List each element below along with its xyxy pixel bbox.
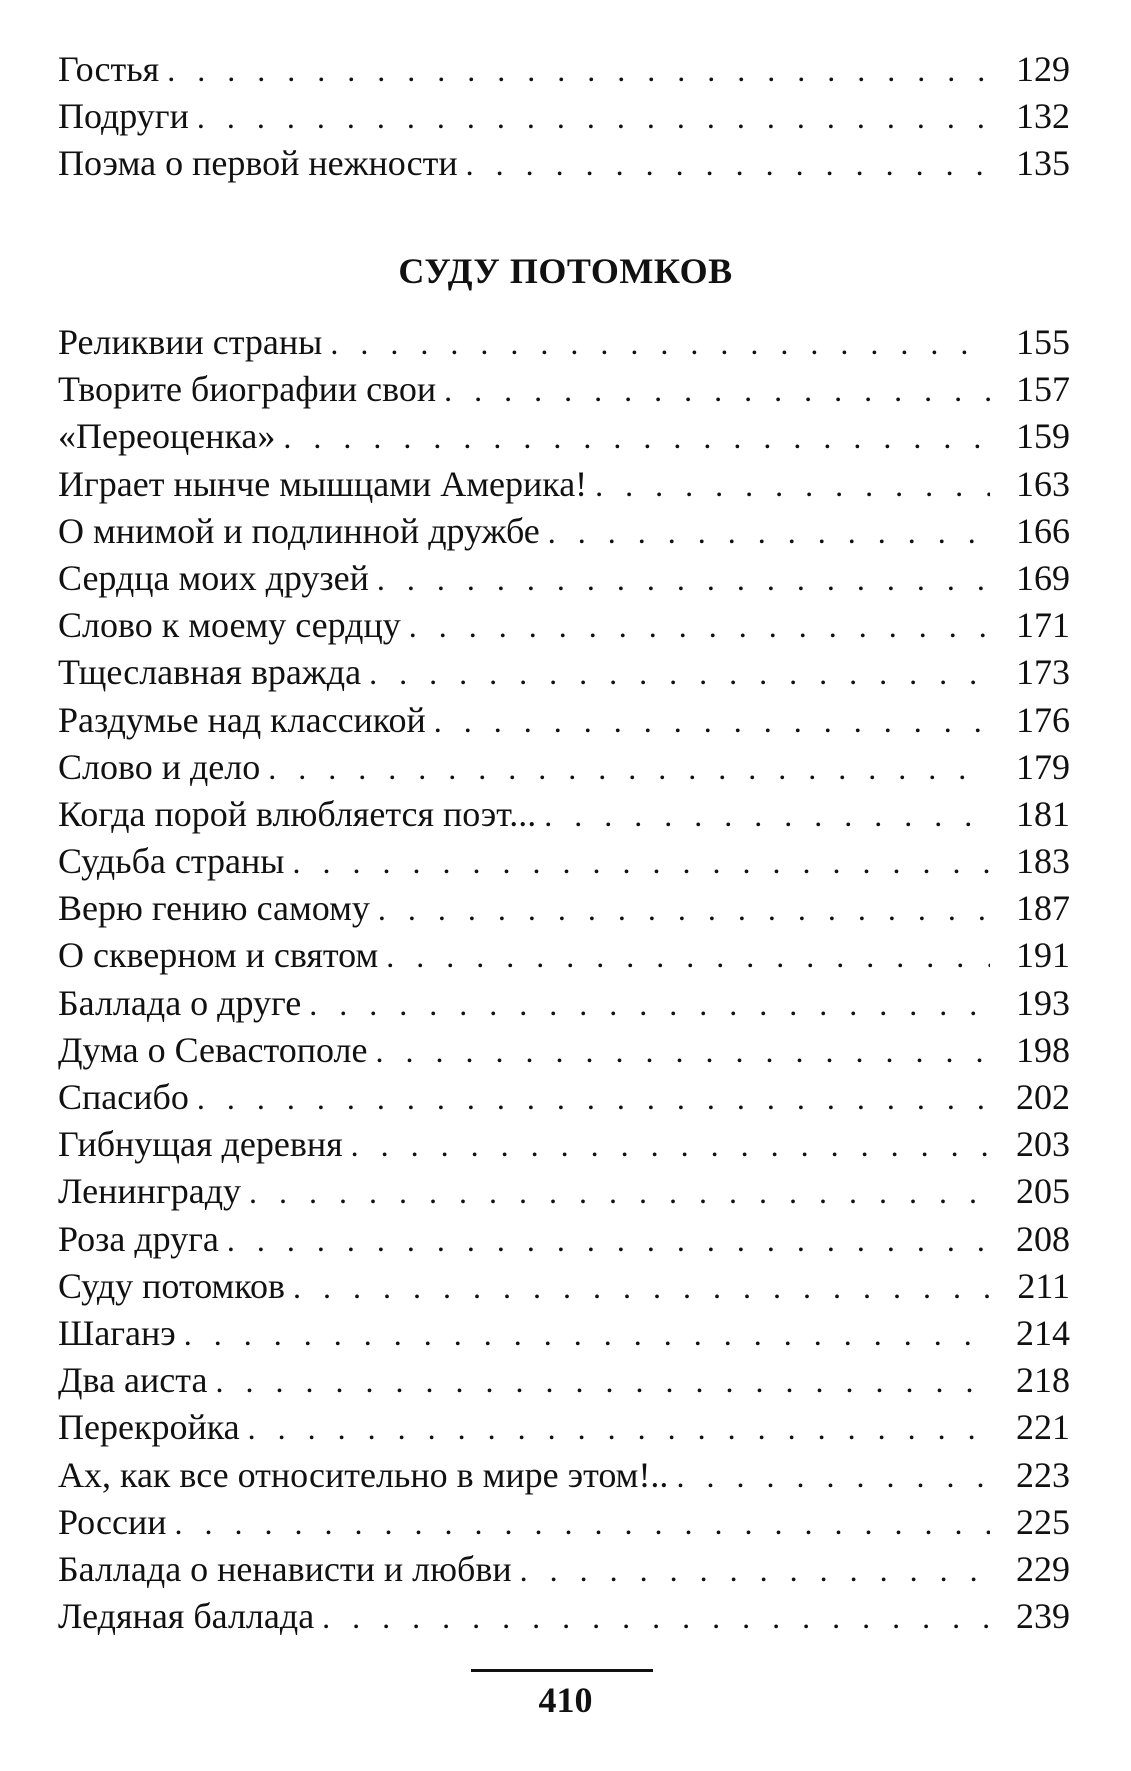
toc-entry bbox=[58, 649, 1070, 696]
dot-leader bbox=[330, 320, 990, 367]
dot-leader bbox=[466, 141, 990, 188]
toc-entry-page: 198 bbox=[1016, 1029, 1070, 1070]
toc-entry-title: Судьба страны bbox=[58, 841, 285, 882]
toc-entry bbox=[58, 932, 1070, 979]
toc-entry-title: Гостья bbox=[58, 49, 160, 89]
toc-entry bbox=[58, 1546, 1070, 1593]
dot-leader bbox=[595, 462, 990, 509]
toc-entry-page: 135 bbox=[1016, 143, 1070, 184]
toc-entry bbox=[58, 885, 1070, 932]
toc-entry-page: 214 bbox=[1016, 1312, 1070, 1353]
toc-entry-page: 187 bbox=[1016, 888, 1070, 929]
toc-entry-title: Тщеславная вражда bbox=[58, 652, 362, 693]
section-heading: СУДУ ПОТОМКОВ bbox=[398, 251, 733, 291]
toc-entry bbox=[58, 1027, 1070, 1074]
toc-entry bbox=[58, 838, 1070, 885]
toc-entry bbox=[58, 1074, 1070, 1121]
toc-entry-title: Два аиста bbox=[58, 1360, 208, 1401]
dot-leader bbox=[184, 1311, 990, 1358]
toc-entry bbox=[58, 319, 1070, 366]
toc-entry-page: 218 bbox=[1016, 1360, 1070, 1401]
toc-entry bbox=[58, 461, 1070, 508]
toc-entry-page: 181 bbox=[1016, 793, 1070, 834]
toc-entry-page: 221 bbox=[1016, 1407, 1070, 1448]
toc-entry bbox=[58, 1310, 1070, 1357]
dot-leader bbox=[378, 886, 990, 933]
dot-leader bbox=[268, 745, 990, 792]
toc-entry-title: Реликвии страны bbox=[58, 322, 323, 362]
dot-leader bbox=[283, 414, 990, 461]
toc-entry-title: Спасибо bbox=[58, 1077, 189, 1117]
toc-entry-title: Поэма о первой нежности bbox=[58, 143, 458, 184]
toc-entry-title: Суду потомков bbox=[58, 1265, 285, 1306]
toc-section-list bbox=[58, 319, 1070, 1640]
toc-entry bbox=[58, 93, 1070, 140]
toc-entry-page: 225 bbox=[1016, 1501, 1070, 1542]
dot-leader bbox=[167, 47, 990, 94]
toc-entry-page: 179 bbox=[1016, 746, 1070, 787]
dot-leader bbox=[676, 1453, 990, 1500]
dot-leader bbox=[227, 1217, 990, 1264]
toc-entry-title: Сердца моих друзей bbox=[58, 557, 369, 598]
toc-entry-page: 169 bbox=[1016, 557, 1070, 598]
toc-entry bbox=[58, 1404, 1070, 1451]
toc-entry-page: 229 bbox=[1016, 1548, 1070, 1589]
toc-entry-title: О скверном и святом bbox=[58, 935, 379, 976]
toc-entry-page: 223 bbox=[1016, 1454, 1070, 1495]
toc-entry bbox=[58, 1263, 1070, 1310]
toc-entry-page: 159 bbox=[1016, 416, 1070, 457]
toc-entry bbox=[58, 602, 1070, 649]
toc-entry bbox=[58, 413, 1070, 460]
dot-leader bbox=[409, 603, 990, 650]
dot-leader bbox=[309, 981, 990, 1028]
toc-entry bbox=[58, 1452, 1070, 1499]
dot-leader bbox=[369, 650, 990, 697]
dot-leader bbox=[292, 839, 990, 886]
toc-entry-title: Баллада о друге bbox=[58, 982, 302, 1023]
toc-entry bbox=[58, 1499, 1070, 1546]
toc-entry-title: Шаганэ bbox=[58, 1312, 176, 1353]
toc-entry-title: Когда порой влюбляется поэт... bbox=[58, 793, 537, 834]
toc-entry-title: России bbox=[58, 1501, 167, 1542]
toc-entry bbox=[58, 508, 1070, 555]
toc-entry bbox=[58, 980, 1070, 1027]
toc-entry-page: 191 bbox=[1016, 935, 1070, 976]
dot-leader bbox=[434, 698, 990, 745]
toc-entry-page: 205 bbox=[1016, 1171, 1070, 1212]
toc-entry-page: 171 bbox=[1016, 605, 1070, 646]
dot-leader bbox=[293, 1264, 990, 1311]
toc-entry-title: Дума о Севастополе bbox=[58, 1029, 368, 1070]
toc-entry-page: 203 bbox=[1016, 1124, 1070, 1165]
toc-entry-title: Гибнущая деревня bbox=[58, 1124, 343, 1165]
toc-entry bbox=[58, 555, 1070, 602]
toc-entry bbox=[58, 744, 1070, 791]
toc-entry-title: О мнимой и подлинной дружбе bbox=[58, 510, 540, 551]
dot-leader bbox=[520, 1547, 990, 1594]
dot-leader bbox=[249, 1169, 990, 1216]
toc-entry-page: 157 bbox=[1016, 369, 1070, 410]
toc-entry bbox=[58, 1121, 1070, 1168]
toc-entry-page: 202 bbox=[1016, 1077, 1070, 1117]
toc-entry-page: 239 bbox=[1016, 1596, 1070, 1637]
toc-entry-title: «Переоценка» bbox=[58, 416, 276, 457]
toc-entry bbox=[58, 140, 1070, 187]
dot-leader bbox=[197, 1075, 990, 1122]
toc-entry-page: 129 bbox=[1016, 49, 1070, 89]
dot-leader bbox=[444, 367, 990, 414]
toc-entry-title: Творите биографии свои bbox=[58, 369, 437, 410]
toc-entry-title: Верю гению самому bbox=[58, 888, 370, 929]
toc-entry-page: 208 bbox=[1016, 1218, 1070, 1259]
toc-entry bbox=[58, 1168, 1070, 1215]
toc-entry bbox=[58, 1357, 1070, 1404]
dot-leader bbox=[376, 1028, 991, 1075]
toc-entry bbox=[58, 697, 1070, 744]
footer-rule bbox=[471, 1669, 653, 1672]
toc-entry-page: 173 bbox=[1016, 652, 1070, 693]
toc-entry bbox=[58, 1593, 1070, 1640]
toc-entry-title: Ах, как все относительно в мире этом!.. bbox=[58, 1454, 669, 1495]
toc-entry-title: Подруги bbox=[58, 96, 189, 137]
dot-leader bbox=[386, 933, 990, 980]
dot-leader bbox=[248, 1405, 990, 1452]
toc-entry-page: 155 bbox=[1016, 322, 1070, 362]
toc-entry-title: Играет нынче мышцами Америка! bbox=[58, 463, 588, 504]
dot-leader bbox=[322, 1594, 990, 1641]
toc-entry-page: 176 bbox=[1016, 699, 1070, 740]
toc-entry bbox=[58, 366, 1070, 413]
dot-leader bbox=[215, 1358, 990, 1405]
toc-entry-page: 193 bbox=[1016, 982, 1070, 1023]
toc-entry-page: 166 bbox=[1016, 510, 1070, 551]
toc-entry-page: 183 bbox=[1016, 841, 1070, 882]
toc-entry bbox=[58, 46, 1070, 93]
toc-entry-title: Ледяная баллада bbox=[58, 1596, 315, 1637]
toc-entry-page: 163 bbox=[1016, 463, 1070, 504]
toc-entry bbox=[58, 1216, 1070, 1263]
toc-entry bbox=[58, 791, 1070, 838]
toc-top-list bbox=[58, 46, 1070, 188]
toc-entry-title: Перекройка bbox=[58, 1407, 240, 1448]
toc-entry-title: Слово и дело bbox=[58, 746, 261, 787]
toc-entry-title: Баллада о ненависти и любви bbox=[58, 1548, 512, 1589]
dot-leader bbox=[197, 94, 990, 141]
toc-entry-title: Ленинграду bbox=[58, 1171, 242, 1212]
page-number: 410 bbox=[538, 1680, 593, 1720]
dot-leader bbox=[544, 792, 990, 839]
dot-leader bbox=[351, 1122, 990, 1169]
toc-entry-title: Роза друга bbox=[58, 1218, 219, 1259]
toc-entry-title: Раздумье над классикой bbox=[58, 699, 426, 740]
dot-leader bbox=[175, 1500, 990, 1547]
toc-entry-page: 132 bbox=[1016, 96, 1070, 137]
toc-entry-title: Слово к моему сердцу bbox=[58, 605, 401, 646]
dot-leader bbox=[377, 556, 990, 603]
toc-entry-page: 211 bbox=[1017, 1265, 1070, 1306]
dot-leader bbox=[548, 509, 990, 556]
